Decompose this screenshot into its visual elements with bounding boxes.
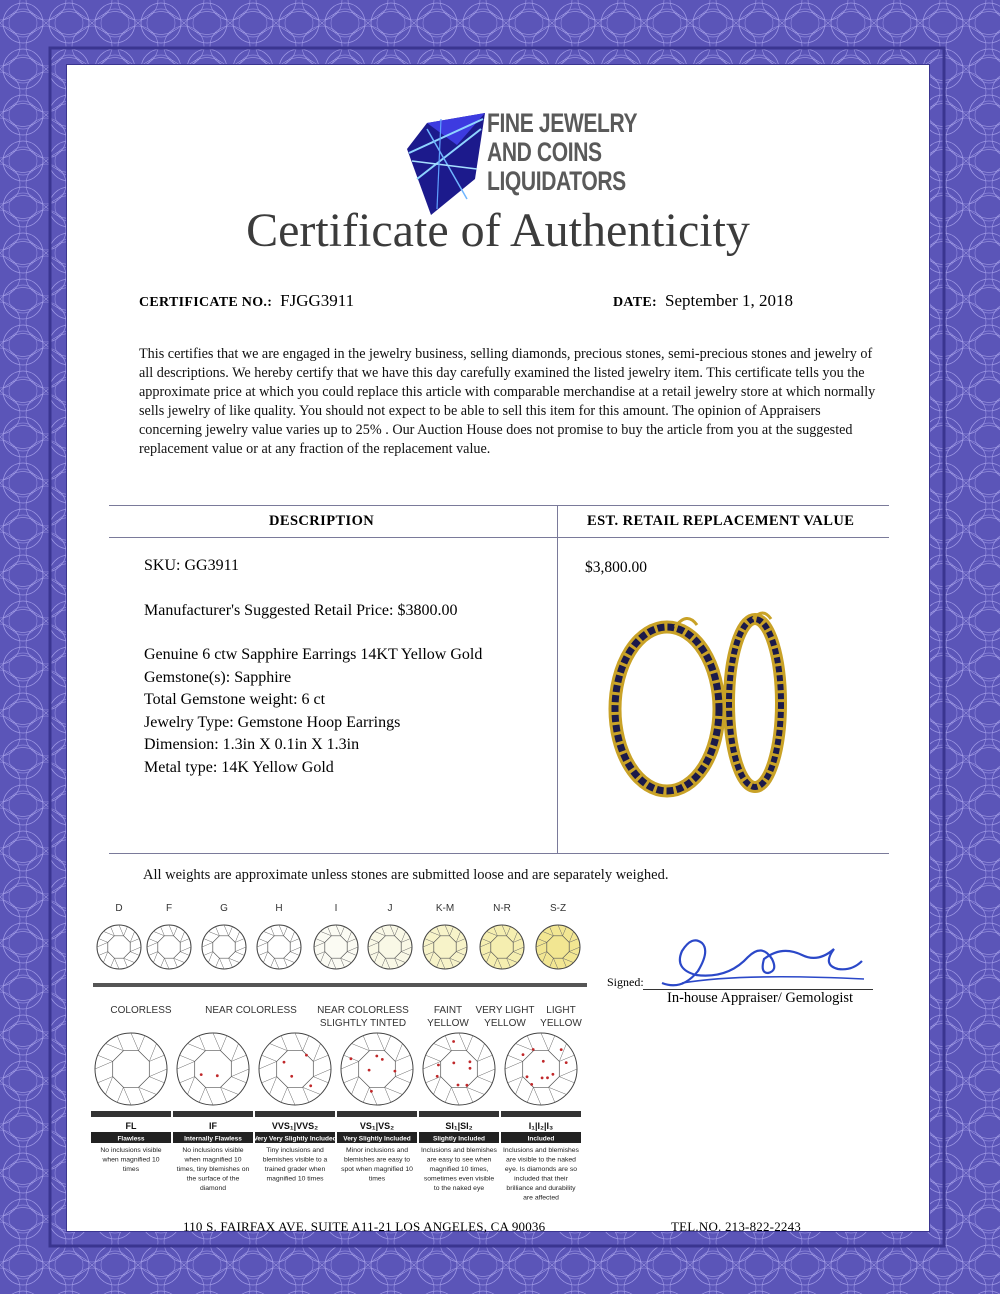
inclusion-mark (200, 1073, 203, 1076)
logo-line: AND COINS (487, 137, 602, 167)
earrings-image (605, 585, 795, 805)
clarity-description: Tiny inclusions and (266, 1147, 324, 1154)
clarity-code: VS₁|VS₂ (359, 1121, 395, 1131)
clarity-description: are affected (523, 1194, 559, 1202)
certificate-sheet (66, 64, 930, 1232)
inclusion-mark (436, 1075, 439, 1078)
weights-note: All weights are approximate unless stones are submitted loose and are separately weighed. (143, 867, 669, 883)
clarity-description: diamond (199, 1185, 227, 1192)
inclusion-mark (546, 1076, 549, 1079)
color-group-label: SLIGHTLY TINTED (319, 1018, 407, 1029)
clarity-description: when magnified 10 (184, 1156, 242, 1164)
clarity-description: Minor inclusions and (346, 1147, 408, 1154)
clarity-description: Inclusions and blemishes (503, 1147, 579, 1154)
clarity-name: Included (527, 1135, 555, 1143)
detail-line: Jewelry Type: Gemstone Hoop Earrings (144, 713, 401, 731)
inclusion-mark (309, 1084, 312, 1087)
clarity-grade-chart (91, 1031, 601, 1231)
clarity-description: Inclusions and blemishes (421, 1147, 497, 1154)
clarity-description: No inclusions visible (100, 1147, 162, 1154)
color-group-label: YELLOW (540, 1018, 582, 1029)
color-group-label: COLORLESS (110, 1005, 172, 1016)
color-grade-letter: G (220, 903, 228, 914)
inclusion-mark (368, 1069, 371, 1072)
clarity-name: Very Very Slightly Included (253, 1135, 337, 1143)
inclusion-mark (290, 1075, 293, 1078)
clarity-code: VVS₁|VVS₂ (271, 1121, 319, 1131)
clarity-description: sometimes even visible (423, 1175, 495, 1183)
inclusion-mark (350, 1057, 353, 1060)
intro-paragraph: This certifies that we are engaged in the jewelry business, selling diamonds, precious stones, semi-precious stones and jewelry of all descriptions. We hereby certify that we have this day carefully examined the listed jewelry item. This certificate tells you the approximate price at which you could replace this article with comparable merchandise at a retail jewelry store at which normally sells jewelry of like quality. You should not expect to be able to sell this item for this amount. The opinion of Appraisers concerning jewelry value varies up to 25% . Our Auction House does not promise to buy the article from you at the suggested replacement value or at any fraction of the replacement value. (139, 346, 876, 457)
clarity-code: SI₁|SI₂ (445, 1121, 473, 1131)
signed-label: Signed: (607, 975, 644, 989)
color-grade-letter: F (165, 903, 173, 914)
inclusion-mark (565, 1061, 568, 1064)
clarity-name: Flawless (117, 1135, 145, 1143)
detail-line: Dimension: 1.3in X 0.1in X 1.3in (144, 736, 360, 753)
inclusion-mark (466, 1084, 469, 1087)
clarity-description: magnified 10 times, (429, 1166, 489, 1173)
clarity-name: Very Slightly Included (343, 1135, 411, 1143)
clarity-name: Slightly Included (432, 1135, 486, 1143)
inclusion-mark (542, 1060, 545, 1063)
clarity-bar (255, 1111, 335, 1117)
logo-line: FINE JEWELRY (487, 108, 638, 138)
clarity-description: to the naked eye (433, 1185, 485, 1192)
clarity-description: blemishes are easy to (343, 1156, 411, 1164)
clarity-description: the surface of the (186, 1175, 240, 1183)
inclusion-mark (452, 1062, 455, 1065)
color-group-label: NEAR COLORLESS (205, 1005, 297, 1016)
retail-value: $3,800.00 (585, 559, 647, 576)
inclusion-mark (394, 1070, 397, 1073)
logo-line: LIQUIDATORS (487, 166, 626, 196)
color-group-label: VERY LIGHT (475, 1005, 535, 1016)
clarity-description: spot when magnified 10 (341, 1166, 413, 1173)
clarity-bar (173, 1111, 253, 1117)
clarity-description: No inclusions visible (182, 1147, 244, 1154)
color-grade-letter: S-Z (549, 903, 567, 914)
inclusion-mark (469, 1060, 472, 1063)
clarity-code: FL (125, 1121, 137, 1131)
color-group-label: YELLOW (427, 1018, 469, 1029)
item-description (144, 555, 482, 779)
clarity-description: times (122, 1166, 140, 1173)
certificate-label: CERTIFICATE NO.: (139, 295, 273, 310)
clarity-name: Internally Flawless (184, 1135, 242, 1143)
inclusion-mark (375, 1055, 378, 1058)
detail-line: Metal type: 14K Yellow Gold (144, 758, 334, 776)
logo-wordmark (487, 109, 637, 196)
sku: SKU: GG3911 (144, 557, 239, 574)
color-grade-letter: J (387, 903, 393, 914)
inclusion-mark (469, 1067, 472, 1070)
value-header: EST. RETAIL REPLACEMENT VALUE (587, 513, 855, 529)
clarity-bar (419, 1111, 499, 1117)
appraiser-title: In-house Appraiser/ Gemologist (667, 990, 854, 1006)
inclusion-mark (526, 1075, 529, 1078)
inclusion-mark (522, 1053, 525, 1056)
color-group-label: YELLOW (484, 1018, 526, 1029)
footer-address: 110 S. FAIRFAX AVE. SUITE A11-21 LOS ANGELES, CA 90036 (183, 1219, 546, 1234)
color-grade-letter: I (334, 903, 338, 914)
color-group-label: NEAR COLORLESS (317, 1005, 409, 1016)
inclusion-mark (541, 1077, 544, 1080)
inclusion-mark (560, 1048, 563, 1051)
clarity-description: when magnified 10 (102, 1156, 160, 1164)
certificate-number (139, 291, 354, 311)
footer-phone: TEL.NO. 213-822-2243 (671, 1219, 802, 1234)
color-scale-bar (93, 983, 587, 987)
date-label: DATE: (613, 295, 658, 310)
clarity-description: blemishes visible to a (262, 1156, 328, 1164)
clarity-description: times, tiny blemishes on (176, 1166, 250, 1173)
clarity-description: eye. Is diamonds are so (504, 1166, 578, 1173)
color-grade-letter: D (115, 903, 123, 914)
clarity-bar (501, 1111, 581, 1117)
detail-line: Total Gemstone weight: 6 ct (144, 691, 326, 708)
clarity-description: included that their (514, 1175, 568, 1183)
inclusion-mark (381, 1058, 384, 1061)
color-group-label: LIGHT (546, 1005, 576, 1016)
inclusion-mark (530, 1083, 533, 1086)
inclusion-mark (305, 1054, 308, 1057)
color-group-label: FAINT (433, 1005, 463, 1016)
clarity-description: times (368, 1175, 386, 1183)
detail-line: Genuine 6 ctw Sapphire Earrings 14KT Yellow Gold (144, 646, 483, 663)
signature-scribble (652, 913, 872, 993)
page-title: Certificate of Authenticity (246, 204, 750, 257)
clarity-bar (91, 1111, 171, 1117)
inclusion-mark (452, 1040, 455, 1043)
date-value: September 1, 2018 (665, 291, 793, 310)
clarity-description: brilliance and durability (506, 1185, 576, 1192)
color-grade-letter: H (275, 903, 283, 914)
clarity-description: are easy to see when (426, 1156, 492, 1164)
certificate-date (613, 291, 793, 311)
inclusion-mark (437, 1064, 440, 1067)
inclusion-mark (552, 1073, 555, 1076)
inclusion-mark (283, 1061, 286, 1064)
inclusion-mark (370, 1090, 373, 1093)
clarity-description: are visible to the naked (506, 1156, 576, 1164)
inclusion-mark (457, 1084, 460, 1087)
color-grade-letter: K-M (435, 903, 455, 914)
item-table (109, 505, 889, 853)
clarity-bar (337, 1111, 417, 1117)
clarity-code: IF (209, 1121, 217, 1131)
clarity-description: magnified 10 times (266, 1175, 324, 1183)
inclusion-mark (216, 1074, 219, 1077)
clarity-description: trained grader when (264, 1166, 326, 1173)
msrp: Manufacturer's Suggested Retail Price: $3800.00 (144, 601, 458, 619)
detail-line: Gemstone(s): Sapphire (144, 668, 292, 686)
inclusion-mark (532, 1048, 535, 1051)
description-header: DESCRIPTION (269, 513, 375, 529)
color-grade-letter: N-R (493, 903, 511, 914)
clarity-code: I₁|I₂|I₃ (528, 1121, 554, 1131)
certificate-value: FJGG3911 (280, 291, 355, 310)
